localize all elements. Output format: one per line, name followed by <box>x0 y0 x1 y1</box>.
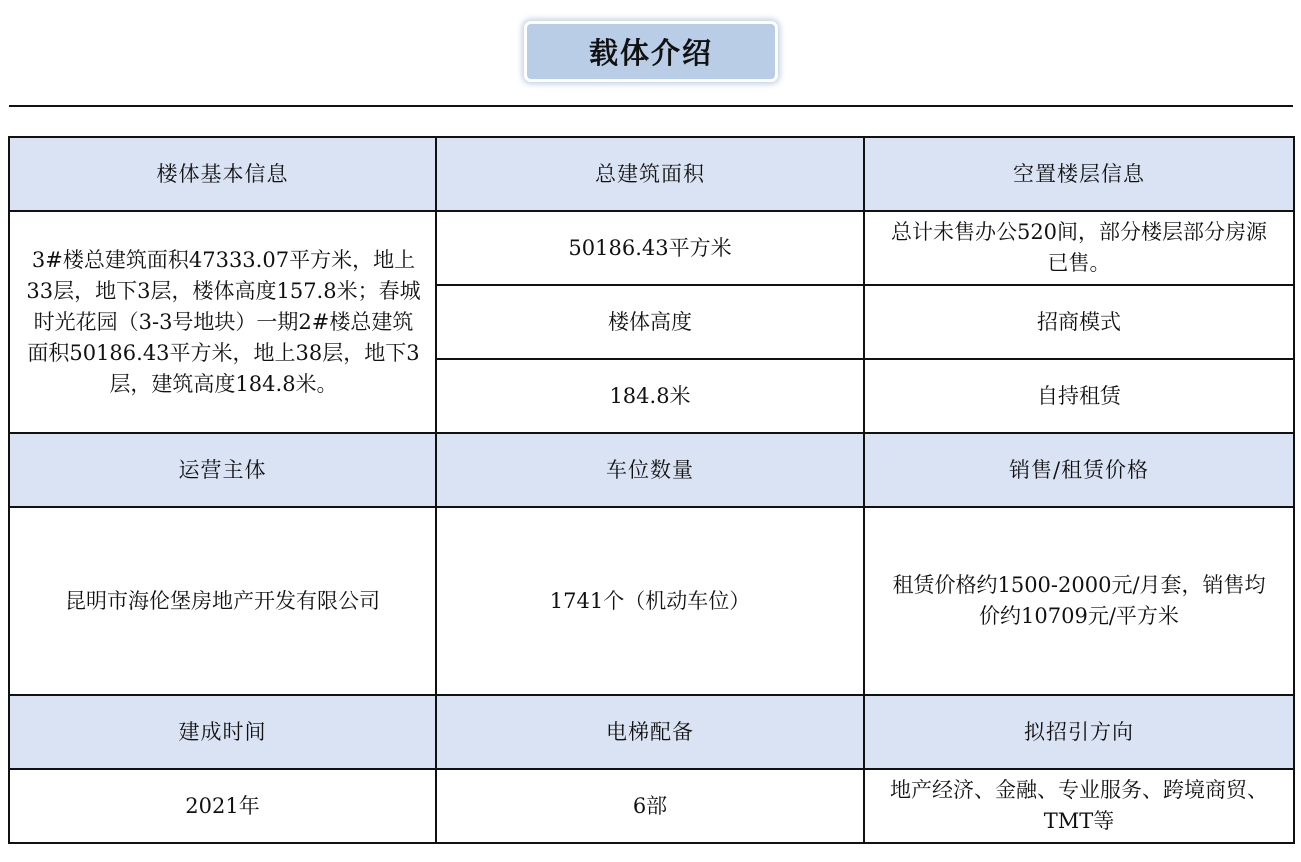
building-height-label: 楼体高度 <box>436 285 864 359</box>
header-vacant-floor-info: 空置楼层信息 <box>864 137 1294 211</box>
page-title: 载体介绍 <box>588 36 713 70</box>
title-banner <box>524 21 778 82</box>
building-height-value: 184.8米 <box>436 359 864 433</box>
table-row <box>9 211 1294 285</box>
carrier-info-table <box>8 136 1295 844</box>
total-floor-area-value: 50186.43平方米 <box>436 211 864 285</box>
header-operator: 运营主体 <box>9 433 436 507</box>
header-parking-count: 车位数量 <box>436 433 864 507</box>
table-row <box>9 695 1294 769</box>
price-value: 租赁价格约1500-2000元/月套，销售均价约10709元/平方米 <box>864 507 1294 695</box>
table-row <box>9 137 1294 211</box>
divider-line <box>9 105 1293 107</box>
building-basic-info-value: 3#楼总建筑面积47333.07平方米，地上33层，地下3层，楼体高度157.8米；春城时光花园（3-3号地块）一期2#楼总建筑面积50186.43平方米，地上38层，地下3层，建筑高度184.8米。 <box>9 211 436 433</box>
header-completion-time: 建成时间 <box>9 695 436 769</box>
header-price: 销售/租赁价格 <box>864 433 1294 507</box>
header-total-floor-area: 总建筑面积 <box>436 137 864 211</box>
elevators-value: 6部 <box>436 769 864 843</box>
completion-time-value: 2021年 <box>9 769 436 843</box>
table-row <box>9 769 1294 843</box>
parking-count-value: 1741个（机动车位） <box>436 507 864 695</box>
operator-value: 昆明市海伦堡房地产开发有限公司 <box>9 507 436 695</box>
header-building-basic-info: 楼体基本信息 <box>9 137 436 211</box>
investment-mode-label: 招商模式 <box>864 285 1294 359</box>
header-target-industries: 拟招引方向 <box>864 695 1294 769</box>
target-industries-value: 地产经济、金融、专业服务、跨境商贸、TMT等 <box>864 769 1294 843</box>
table-row <box>9 507 1294 695</box>
investment-mode-value: 自持租赁 <box>864 359 1294 433</box>
table-row <box>9 433 1294 507</box>
vacant-floor-info-value: 总计未售办公520间，部分楼层部分房源已售。 <box>864 211 1294 285</box>
header-elevators: 电梯配备 <box>436 695 864 769</box>
